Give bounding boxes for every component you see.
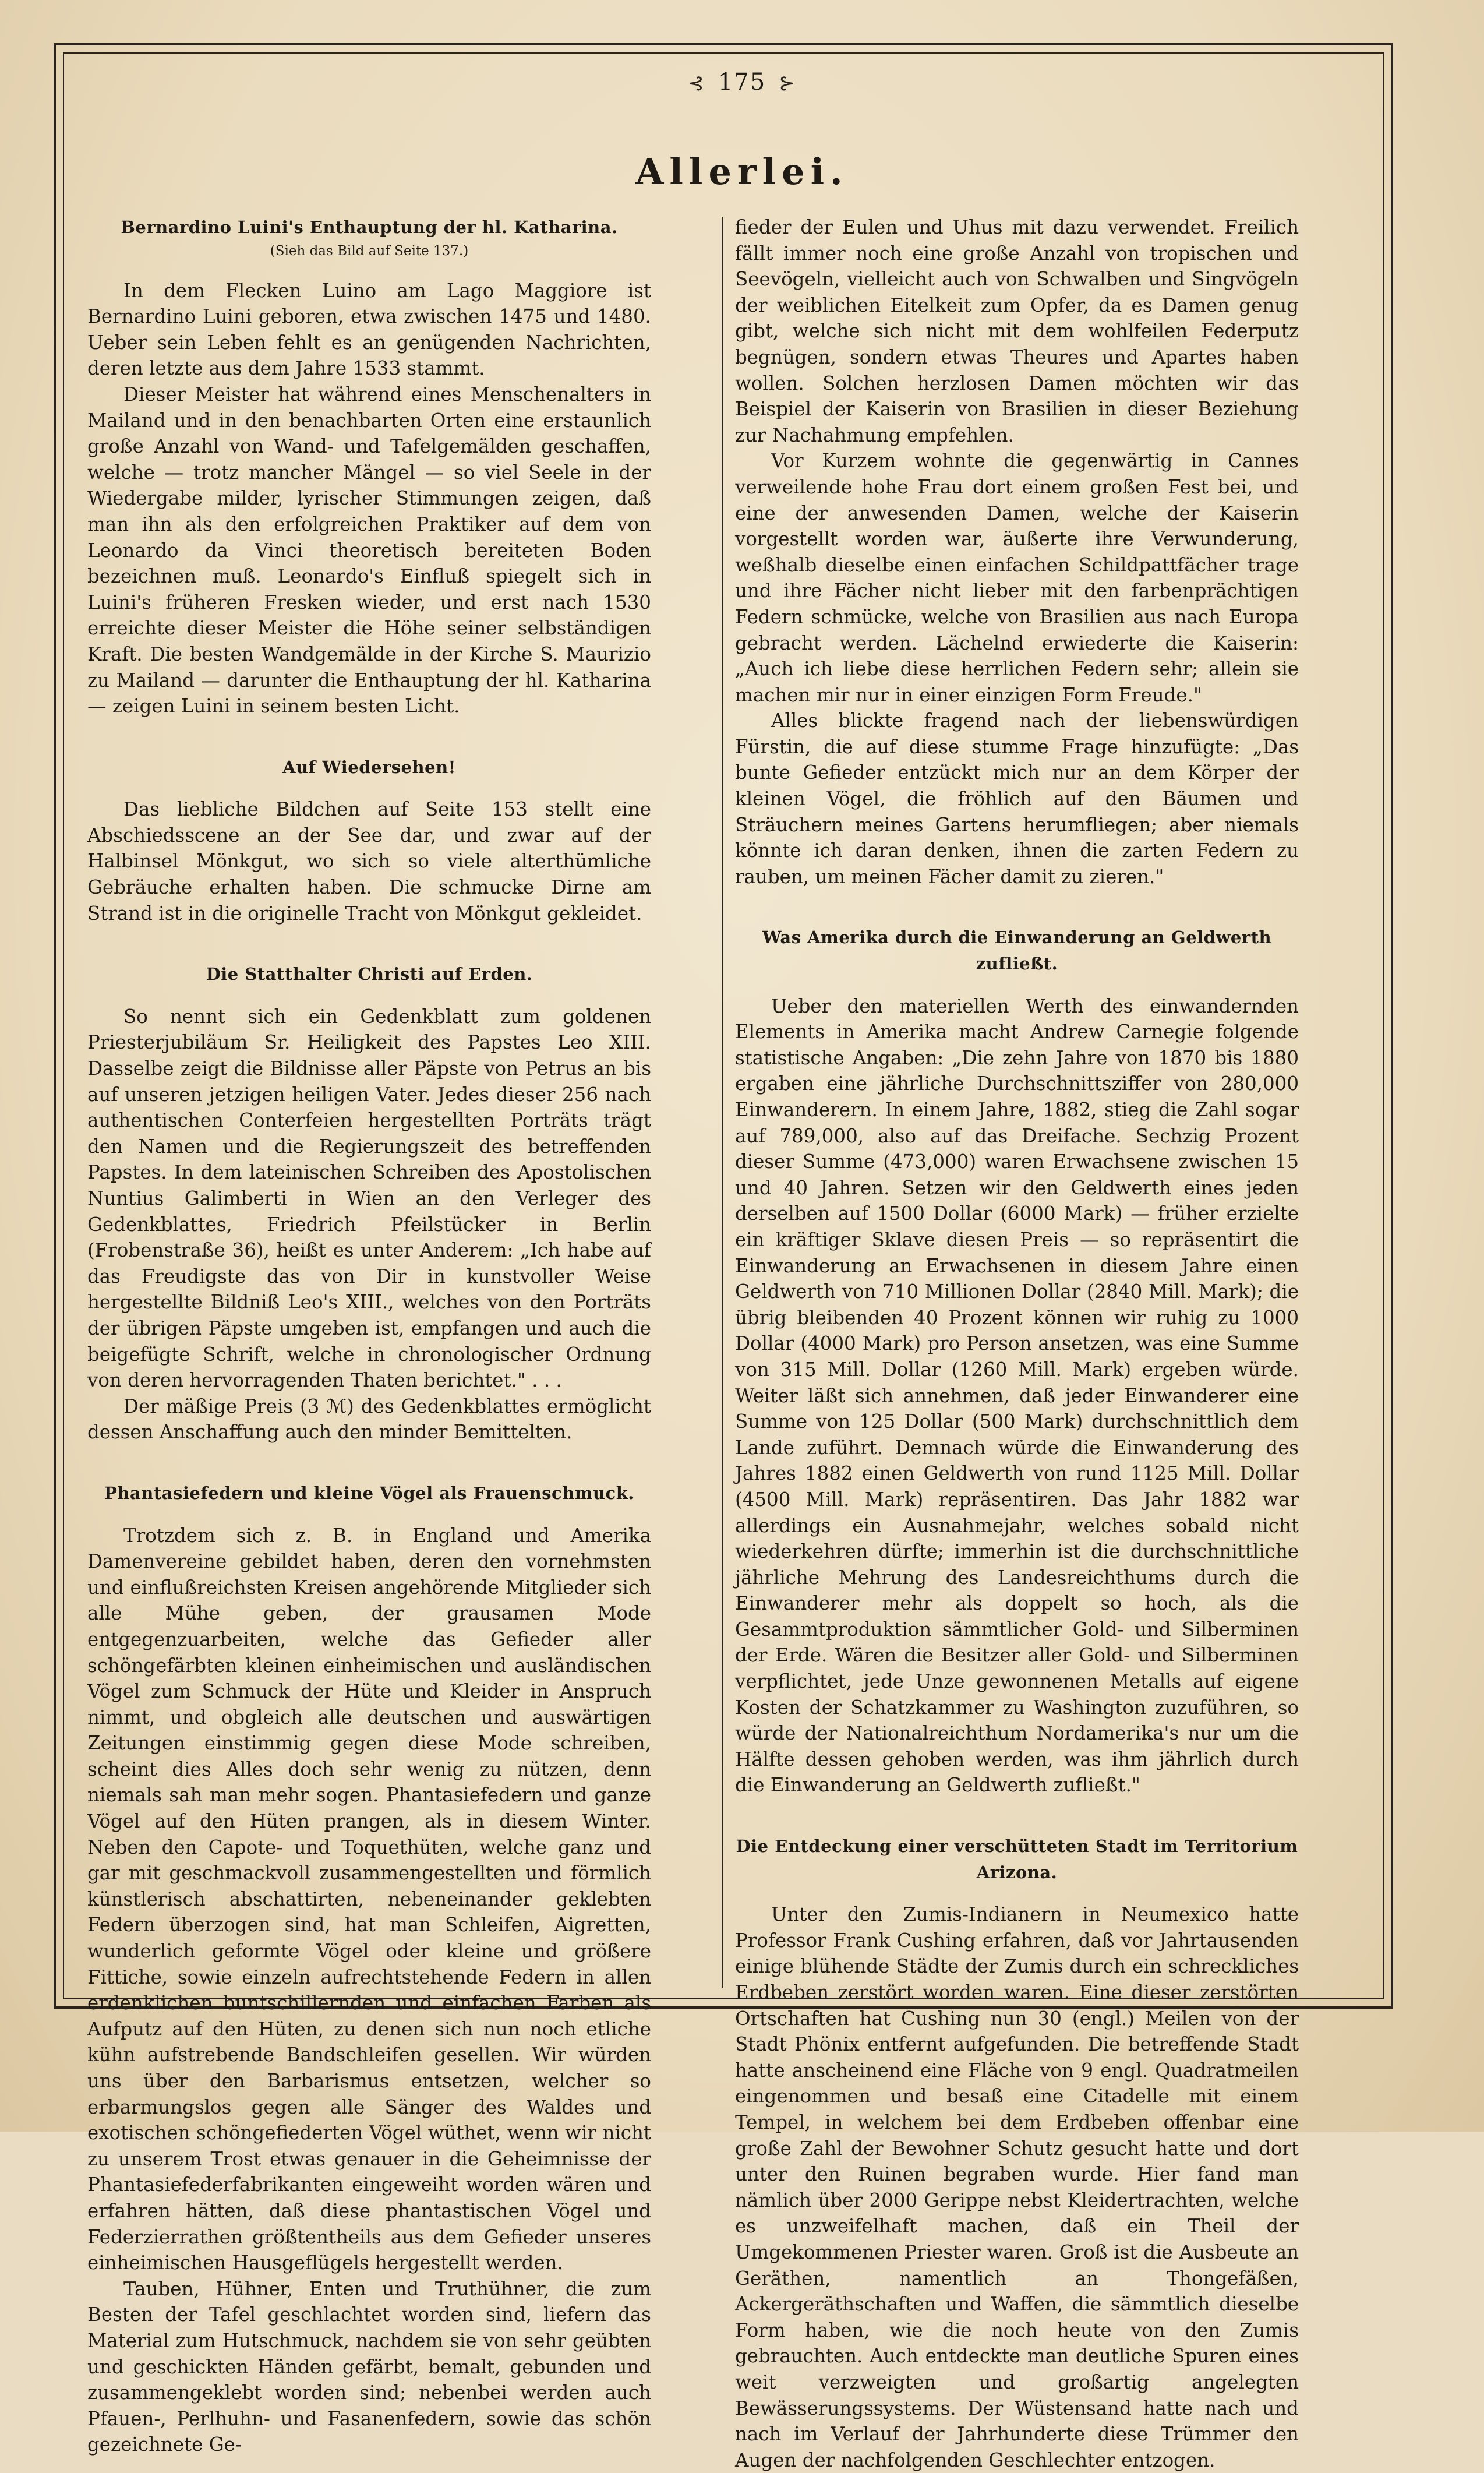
paragraph: Trotzdem sich z. B. in England und Amerika Damenvereine gebildet haben, deren den vornehmsten und einflußreichsten Kreisen angehörende Mitglieder sich alle Mühe geben, der grausamen Mode entgegenzuarbeiten, welche das Gefieder aller schöngefärbten kleinen einheimischen und ausländischen Vögel zum Schmuck der Hüte und Kleider in Anspruch nimmt, und obgleich alle deutschen und auswärtigen Zeitungen einstimmig gegen diese Mode schreiben, scheint dies Alles doch sehr wenig zu nützen, denn niemals sah man mehr sogen. Phantasiefedern und ganze Vögel auf den Hüten prangen, als in diesem Winter. Neben den Capote- und Toquethüten, welche ganz und gar mit geschmackvoll zusammengestellten und förmlich künstlerisch abschattirten, nebeneinander geklebten Federn überzogen sind, hat man Schleifen, Aigretten, wunderlich geformte Vögel oder kleine und größere Fittiche, sowie einzeln aufrechtstehende Federn in allen erdenklichen buntschillernden und einfachen Farben als Aufputz auf den Hüten, zu denen sich nun noch etliche kühn aufstrebende Bandschleifen gesellen. Wir würden uns über den Barbarismus entsetzen, welcher so erbarmungslos gegen alle Sänger des Waldes und exotischen schöngefiederten Vögel wüthet, wenn wir nicht zu unserem Trost etwas genauer in die Geheimnisse der Phantasiefederfabrikanten eingeweiht worden wären und erfahren hätten, daß diese phantastischen Vögel und Federzierrathen größtentheils aus dem Gefieder unseres einheimischen Hausgeflügels hergestellt werden.	[87, 1524, 651, 2274]
article-title: Was Amerika durch die Einwanderung an Geldwerth zufließt.	[762, 927, 1272, 974]
article-title: Auf Wiedersehen!	[282, 757, 456, 777]
article-title: Bernardino Luini's Enthauptung der hl. Katharina.	[121, 217, 618, 237]
page-title: Allerlei.	[635, 150, 849, 193]
article-title: Die Statthalter Christi auf Erden.	[206, 964, 533, 985]
article-statthalter	[87, 961, 651, 1445]
ornament-right-icon: ⊱	[779, 72, 797, 95]
paragraph: Vor Kurzem wohnte die gegenwärtig in Cannes verweilende hohe Frau dort einem großen Fest bei, und eine der anwesenden Damen, welche der Kaiserin vorgestellt worden war, äußerte ihre Verwunderung, weßhalb dieselbe einen einfachen Schildpattfächer trage und ihre Fächer nicht lieber mit den farbenprächtigen Federn schmücke, welche von Brasilien aus nach Europa gebracht werden. Lächelnd erwiederte die Kaiserin: „Auch ich liebe diese herrlichen Federn sehr; allein sie machen mir nur in einer einzigen Form Freude."	[735, 450, 1299, 706]
article-phantasiefedern	[87, 1480, 651, 2458]
paragraph: Der mäßige Preis (3 ℳ) des Gedenkblattes ermöglicht dessen Anschaffung auch den minder Bemittelten.	[87, 1395, 651, 1444]
column-divider	[722, 217, 723, 1988]
article-arizona	[735, 1833, 1299, 2473]
paragraph: Unter den Zumis-Indianern in Neumexico hatte Professor Frank Cushing erfahren, daß vor Jahrtausenden einige blühende Städte der Zumis durch ein schreckliches Erdbeben zerstört worden waren. Eine dieser zerstörten Ortschaften hat Cushing nun 30 (engl.) Meilen von der Stadt Phönix entfernt aufgefunden. Die betreffende Stadt hatte anscheinend eine Fläche von 9 engl. Quadratmeilen eingenommen und besaß eine Citadelle mit einem Tempel, in welchem bei dem Erdbeben offenbar eine große Zahl der Bewohner Schutz gesucht hatte und dort unter den Ruinen begraben wurde. Hier fand man nämlich über 2000 Gerippe nebst Kleidertrachten, welche es unzweifelhaft machen, daß ein Theil der Umgekommenen Priester waren. Groß ist die Ausbeute an Geräthen, namentlich an Thongefäßen, Ackergeräthschaften und Waffen, die sämmtlich dieselbe Form haben, wie die noch heute von den Zumis gebrauchten. Auch entdeckte man deutliche Spuren eines weit verzweigten und großartig angelegten Bewässerungssystems. Der Wüstensand hatte nach und nach im Verlauf der Jahrhunderte diese Trümmer den Augen der nachfolgenden Geschlechter entzogen.	[735, 1903, 1299, 2471]
ornament-left-icon: ⊰	[687, 72, 705, 95]
paragraph: fieder der Eulen und Uhus mit dazu verwendet. Freilich fällt immer noch eine große Anzahl von tropischen und Seevögeln, vielleicht auch von Schwalben und Singvögeln der weiblichen Eitelkeit zum Opfer, da es Damen genug gibt, welche sich nicht mit dem wohlfeilen Federputz begnügen, sondern etwas Theures und Apartes haben wollen. Solchen herzlosen Damen möchten wir das Beispiel der Kaiserin von Brasilien in dieser Beziehung zur Nachahmung empfehlen.	[735, 216, 1299, 446]
article-amerika	[735, 925, 1299, 1798]
article-luini	[87, 214, 651, 719]
left-column	[87, 214, 651, 2458]
right-column	[735, 214, 1299, 2473]
paragraph: Alles blickte fragend nach der liebenswürdigen Fürstin, die auf diese stumme Frage hinzufügte: „Das bunte Gefieder entzückt mich nur an dem Körper der kleinen Vögel, die fröhlich auf den Bäumen und Sträuchern meines Gartens herumfliegen; aber niemals könnte ich daran denken, ihnen die zarten Federn zu rauben, um meinen Fächer damit zu zieren."	[735, 710, 1299, 888]
page-number: 175	[718, 69, 766, 96]
article-title: Die Entdeckung einer verschütteten Stadt im Territorium Arizona.	[736, 1836, 1298, 1882]
article-title: Phantasiefedern und kleine Vögel als Frauenschmuck.	[104, 1483, 634, 1503]
page-header	[0, 69, 1484, 96]
paragraph: So nennt sich ein Gedenkblatt zum goldenen Priesterjubiläum Sr. Heiligkeit des Papstes Leo XIII. Dasselbe zeigt die Bildnisse aller Päpste von Petrus an bis auf unseren jetzigen heiligen Vater. Jedes dieser 256 nach authentischen Conterfeien hergestellten Porträts trägt den Namen und die Regierungszeit des betreffenden Papstes. In dem lateinischen Schreiben des Apostolischen Nuntius Galimberti in Wien an den Verleger des Gedenkblattes, Friedrich Pfeilstücker in Berlin (Frobenstraße 36), heißt es unter Anderem: „Ich habe auf das Freudigste das von Dir in kunstvoller Weise hergestellte Bildniß Leo's XIII., welches von den Porträts der übrigen Päpste umgeben ist, empfangen und auch die beigefügte Schrift, welche in chronologischer Ordnung von deren hervorragenden Thaten berichtet." . . .	[87, 1005, 651, 1392]
article-phantasiefedern-continued	[735, 214, 1299, 890]
article-wiedersehen	[87, 754, 651, 927]
paragraph: Tauben, Hühner, Enten und Truthühner, die zum Besten der Tafel geschlachtet worden sind, liefern das Material zum Hutschmuck, nachdem sie von sehr geübten und geschickten Händen gefärbt, bemalt, gebunden und zusammengeklebt worden sind; nebenbei werden auch Pfauen-, Perlhuhn- und Fasanenfedern, sowie das schön gezeichnete Ge-	[87, 2277, 651, 2456]
article-subtitle: (Sieh das Bild auf Seite 137.)	[270, 243, 469, 259]
paragraph: Dieser Meister hat während eines Menschenalters in Mailand und in den benachbarten Orten eine erstaunlich große Anzahl von Wand- und Tafelgemälden geschaffen, welche — trotz mancher Mängel — so viel Seele in der Wiedergabe milder, lyrischer Stimmungen zeigen, daß man ihn als den erfolgreichen Praktiker auf dem von Leonardo da Vinci theoretisch bereiteten Boden bezeichnen muß. Leonardo's Einfluß spiegelt sich in Luini's früheren Fresken wieder, und erst nach 1530 erreichte dieser Meister die Höhe seiner selbständigen Kraft. Die besten Wandgemälde in der Kirche S. Maurizio zu Mailand — darunter die Enthauptung der hl. Katharina — zeigen Luini in seinem besten Licht.	[87, 383, 651, 718]
paragraph: Ueber den materiellen Werth des einwandernden Elements in Amerika macht Andrew Carnegie folgende statistische Angaben: „Die zehn Jahre von 1870 bis 1880 ergaben eine jährliche Durchschnittsziffer von 280,000 Einwanderern. In einem Jahre, 1882, stieg die Zahl sogar auf 789,000, also auf das Dreifache. Sechzig Prozent dieser Summe (473,000) waren Erwachsene zwischen 15 und 40 Jahren. Setzen wir den Geldwerth eines jeden derselben auf 1500 Dollar (6000 Mark) — früher erzielte ein kräftiger Sklave diesen Preis — so repräsentirt die Einwanderung an Erwachsenen in diesem Jahre einen Geldwerth von 710 Millionen Dollar (2840 Mill. Mark); die übrig bleibenden 40 Prozent können wir ruhig zu 1000 Dollar (4000 Mark) pro Person ansetzen, was eine Summe von 315 Mill. Dollar (1260 Mill. Mark) ergeben würde. Weiter läßt sich annehmen, daß jeder Einwanderer eine Summe von 125 Dollar (500 Mark) durchschnittlich dem Lande zuführt. Demnach würde die Einwanderung des Jahres 1882 einen Geldwerth von rund 1125 Mill. Dollar (4500 Mill. Mark) repräsentiren. Das Jahr 1882 war allerdings ein Ausnahmejahr, welches sobald nicht wiederkehren dürfte; immerhin ist die durchschnittliche jährliche Mehrung des Landesreichthums durch die Einwanderer mehr als doppelt so hoch, als die Gesammtproduktion sämmtlicher Gold- und Silberminen der Erde. Wären die Besitzer aller Gold- und Silberminen verpflichtet, jede Unze gewonnenen Metalls auf eigene Kosten der Schatzkammer zu Washington zuzuführen, so würde der Nationalreichthum Nordamerika's nur um die Hälfte dessen gehoben werden, was ihm jährlich durch die Einwanderung an Geldwerth zufließt."	[735, 994, 1299, 1797]
paragraph: Das liebliche Bildchen auf Seite 153 stellt eine Abschiedsscene an der See dar, und zwar auf der Halbinsel Mönkgut, wo sich so viele alterthümliche Gebräuche erhalten haben. Die schmucke Dirne am Strand ist in die originelle Tracht von Mönkgut gekleidet.	[87, 798, 651, 925]
paragraph: In dem Flecken Luino am Lago Maggiore ist Bernardino Luini geboren, etwa zwischen 1475 und 1480. Ueber sein Leben fehlt es an genügenden Nachrichten, deren letzte aus dem Jahre 1533 stammt.	[87, 279, 651, 380]
